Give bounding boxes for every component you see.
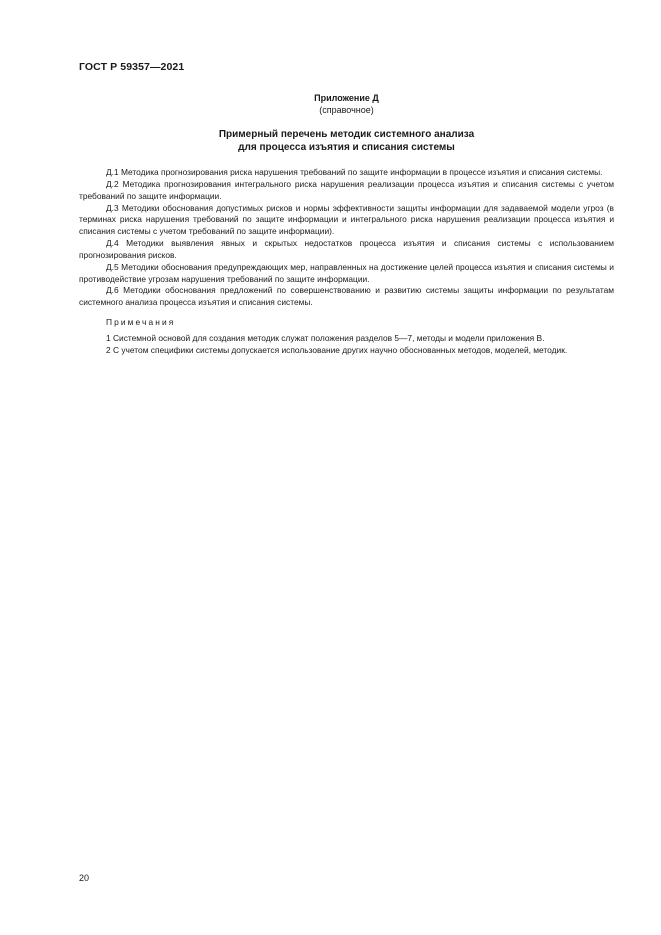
title-line-2: для процесса изъятия и списания системы (238, 141, 455, 153)
notes-list (79, 333, 614, 357)
paragraph-d4: Д.4 Методики выявления явных и скрытых недостатков процесса изъятия и списания системы с использованием прогнозирования рисков. (79, 238, 614, 260)
paragraph-d2: Д.2 Методика прогнозирования интегрального риска нарушения реализации процесса изъятия и списания системы с учетом требований по защите информации. (79, 178, 614, 201)
note-item-1: 1 Системной основой для создания методик служат положения разделов 5—7, методы и модели приложения В. (106, 332, 545, 343)
document-body (79, 167, 614, 357)
note-item-2: 2 С учетом специфики системы допускается использование других научно обоснованных методов, моделей, методик. (106, 344, 568, 355)
paragraph-d5: Д.5 Методики обоснования предупреждающих мер, направленных на достижение целей процесса изъятия и списания системы и противодействие угрозам нарушения требований по защите информации. (79, 261, 614, 284)
appendix-heading (79, 93, 614, 116)
page-number: 20 (79, 873, 90, 883)
appendix-label: Приложение Д (314, 93, 379, 103)
paragraph-d3: Д.3 Методики обоснования допустимых рисков и нормы эффективности защиты информации для задаваемой модели угроз (в терминах риска нарушения требований по защите информации и интегрального риска нарушения реализации процесса изъятия и списания системы с учетом требований по защите информации). (79, 202, 614, 237)
paragraph-d6: Д.6 Методики обоснования предложений по совершенствованию и развитию системы защиты информации по результатам системного анализа процесса изъятия и списания системы. (79, 285, 614, 308)
notes-title: Примечания (106, 317, 176, 328)
appendix-type: (справочное) (319, 104, 374, 115)
title-line-1: Примерный перечень методик системного анализа (218, 129, 475, 140)
paragraph-d1: Д.1 Методика прогнозирования риска нарушения требований по защите информации в процессе изъятия и списания системы. (106, 167, 603, 177)
appendix-title (79, 129, 614, 154)
standard-code: ГОСТ Р 59357—2021 (79, 61, 185, 73)
